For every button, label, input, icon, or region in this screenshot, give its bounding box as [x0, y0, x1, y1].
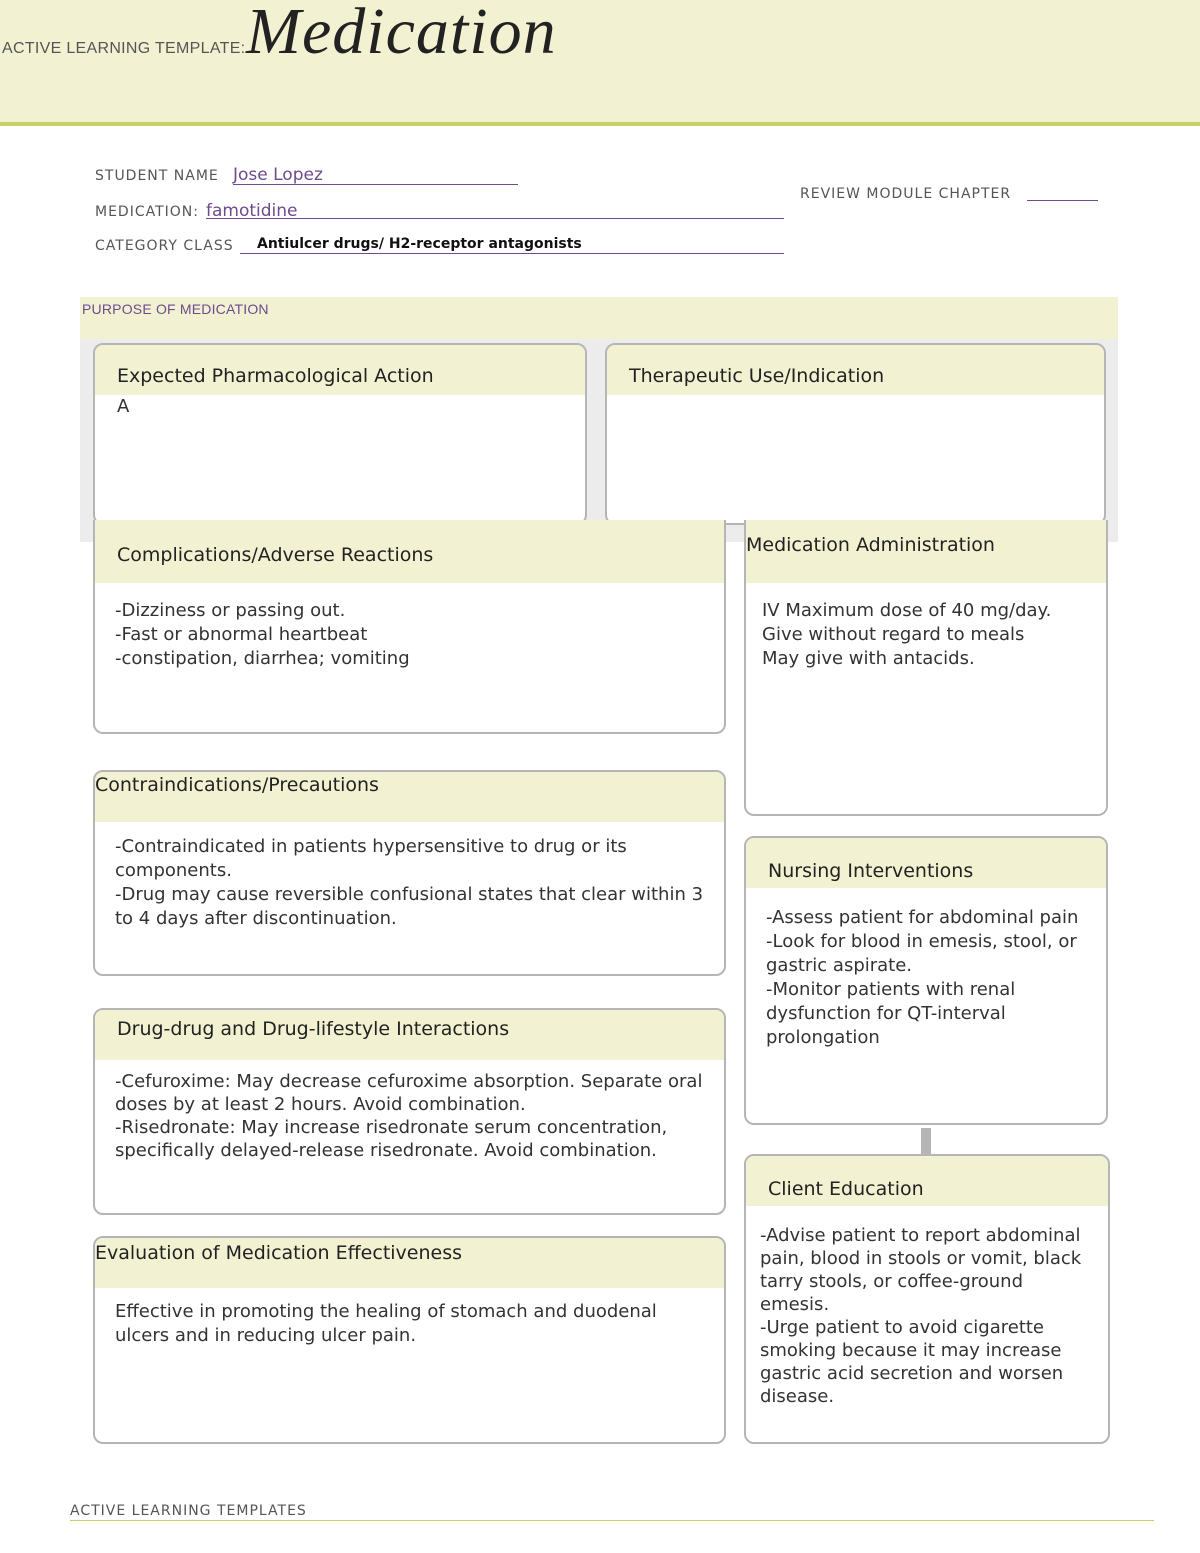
expected-action-text[interactable]: A — [117, 396, 130, 417]
expected-action-header — [95, 345, 585, 395]
student-name-value[interactable]: Jose Lopez — [233, 165, 323, 185]
administration-title: Medication Administration — [746, 534, 995, 556]
connector-bar — [921, 1128, 931, 1154]
contraindications-box — [93, 770, 726, 976]
nursing-box — [744, 836, 1108, 1125]
evaluation-title: Evaluation of Medication Effectiveness — [95, 1242, 463, 1264]
purpose-label: PURPOSE OF MEDICATION — [82, 301, 269, 317]
contraindications-title: Contraindications/Precautions — [95, 774, 379, 796]
therapeutic-use-box — [605, 343, 1106, 525]
category-label: CATEGORY CLASS — [95, 238, 234, 254]
category-value[interactable]: Antiulcer drugs/ H2-receptor antagonists — [257, 236, 582, 252]
complications-header — [95, 520, 724, 583]
interactions-header — [95, 1010, 724, 1060]
review-module-label: REVIEW MODULE CHAPTER — [800, 186, 1012, 202]
expected-action-box — [93, 343, 587, 525]
template-title: Medication — [246, 0, 557, 68]
template-prefix: ACTIVE LEARNING TEMPLATE: — [2, 40, 246, 57]
client-education-box — [744, 1154, 1110, 1444]
medication-underline — [206, 218, 784, 219]
footer-text: ACTIVE LEARNING TEMPLATES — [70, 1503, 307, 1519]
complications-text[interactable]: -Dizziness or passing out. -Fast or abnormal heartbeat -constipation, diarrhea; vomiting — [115, 600, 410, 669]
evaluation-header — [95, 1238, 724, 1288]
contraindications-text[interactable]: -Contraindicated in patients hypersensitive to drug or its components. -Drug may cause reversible confusional states that clear within 3 to 4 days after discontinuation. — [115, 836, 704, 929]
administration-box — [744, 520, 1108, 816]
interactions-text[interactable]: -Cefuroxime: May decrease cefuroxime absorption. Separate oral doses by at least 2 hours. Avoid combination. -Risedronate: May increase risedronate serum concentration, specifically delayed-release risedronate. Avoid combination. — [115, 1071, 703, 1161]
student-name-underline — [233, 184, 518, 185]
administration-text[interactable]: IV Maximum dose of 40 mg/day. Give without regard to meals May give with antacids. — [762, 600, 1052, 669]
nursing-header — [746, 838, 1106, 888]
evaluation-box — [93, 1236, 726, 1444]
client-education-text[interactable]: -Advise patient to report abdominal pain, blood in stools or vomit, black tarry stools, or coffee-ground emesis. -Urge patient to avoid cigarette smoking because it may increase gastric acid secretion and worsen disease. — [760, 1225, 1082, 1407]
purpose-band — [80, 297, 1118, 339]
complications-title: Complications/Adverse Reactions — [117, 544, 434, 566]
interactions-box — [93, 1008, 726, 1215]
expected-action-title: Expected Pharmacological Action — [117, 365, 434, 387]
nursing-text[interactable]: -Assess patient for abdominal pain -Look for blood in emesis, stool, or gastric aspirate. -Monitor patients with renal dysfunction for QT-interval prolongation — [766, 907, 1079, 1048]
review-module-underline[interactable] — [1027, 200, 1098, 201]
client-education-header — [746, 1156, 1108, 1206]
client-education-title: Client Education — [768, 1178, 924, 1200]
student-name-label: STUDENT NAME — [95, 168, 219, 184]
template-header — [0, 0, 1200, 126]
administration-header — [746, 520, 1106, 583]
medication-value[interactable]: famotidine — [206, 201, 298, 221]
footer-line — [70, 1520, 1154, 1521]
medication-label: MEDICATION: — [95, 204, 199, 220]
nursing-title: Nursing Interventions — [768, 860, 974, 882]
therapeutic-use-header — [607, 345, 1104, 395]
contraindications-header — [95, 772, 724, 822]
complications-box — [93, 520, 726, 734]
interactions-title: Drug-drug and Drug-lifestyle Interactions — [117, 1018, 510, 1040]
evaluation-text[interactable]: Effective in promoting the healing of stomach and duodenal ulcers and in reducing ulcer pain. — [115, 1301, 657, 1346]
therapeutic-use-title: Therapeutic Use/Indication — [629, 365, 885, 387]
category-underline — [240, 253, 784, 254]
